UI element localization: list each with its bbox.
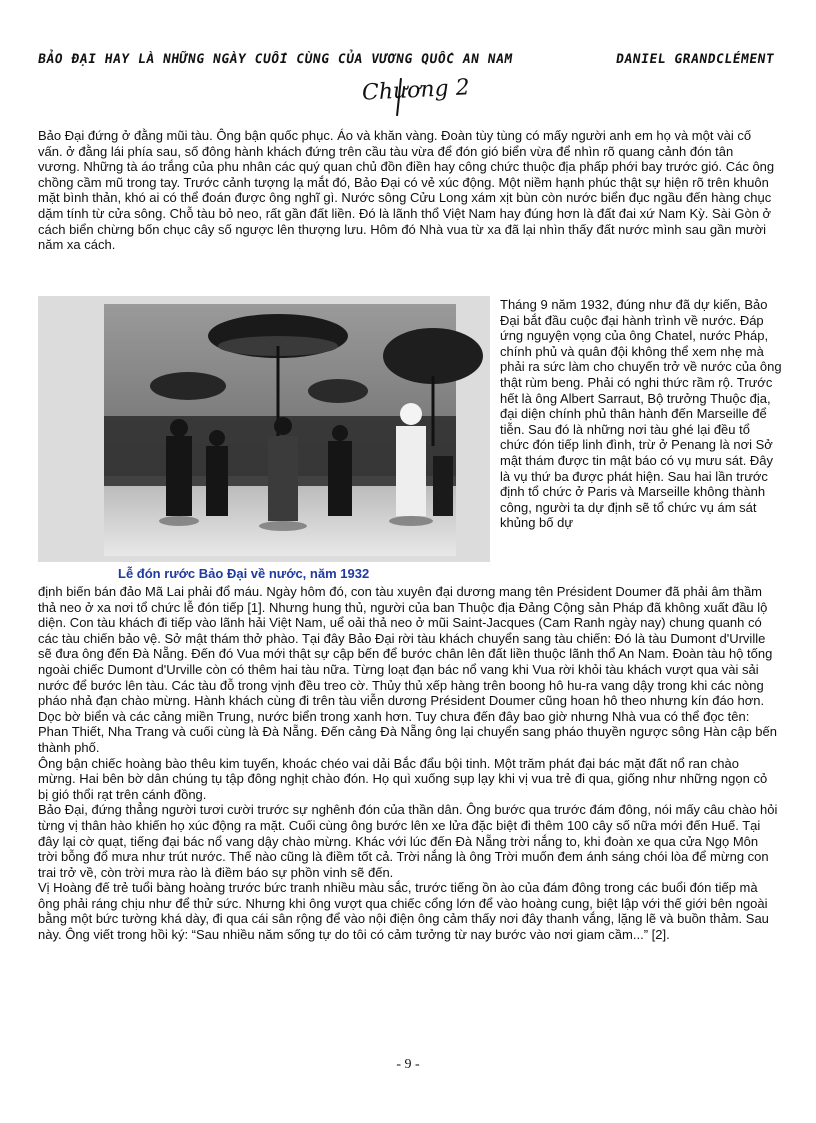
- body-continuation: [38, 584, 780, 943]
- paragraph-side-column: Tháng 9 năm 1932, đúng như đã dự kiến, Bảo Đại bắt đầu cuộc đại hành trình về nước. Đáp ứng nguyện vọng của ông Chatel, nước Pháp, chính phủ và quân đội không thể xem nhẹ mà phải ra sức làm cho chuyến trở về nước của ông thật rùm beng. Phải có nghi thức rầm rộ. Trước hết là ông Albert Sarraut, Bộ trưởng Thuộc địa, đại diện chính phủ thân hành đến Marseille để tiễn. Sau đó là những nơi tàu ghé lại đều tổ chức đón tiếp linh đình, trừ ở Penang là nơi Sở mật thám được tin mật báo có vụ mưu sát. Đây là vụ thứ ba được phát hiện. Sau hai lần trước định tổ chức ở Paris và Marseille không thành công, người ta dự định sẽ tổ chức vụ ám sát khủng bố dự: [500, 297, 782, 531]
- photo-caption: Lễ đón rước Bảo Đại về nước, năm 1932: [118, 566, 370, 581]
- running-header-title: BẢO ĐẠI HAY LÀ NHỮNG NGÀY CUỐI CÙNG CỦA VƯƠNG QUỐC AN NAM: [36, 52, 514, 67]
- page-number: - 9 -: [396, 1057, 420, 1072]
- paragraph-continued: định biến bán đảo Mã Lai phải đổ máu. Ngày hôm đó, con tàu xuyên đại dương mang tên Président Doumer đã phải âm thầm thả neo ở xa nơi tổ chức lễ đón tiếp [1]. Nhưng hung thủ, người của ban Thuộc địa Đảng Cộng sản Pháp đã không xuất đầu lộ diện. Con tàu khách đi tiếp vào lãnh hải Việt Nam, uể oải thả neo ở mũi Saint-Jacques (Cam Ranh ngày nay) chung quanh có các tàu chiến bảo vệ. Sở mật thám thở phào. Tại đây Bảo Đại rời tàu khách chuyển sang tàu chiến: Đó là tàu Dumont d'Urville sẽ đưa ông đến Đà Nẵng. Đến đó Vua mới thật sự cập bến để bước chân lên đất liền thuộc lãnh thổ An Nam. Đoàn tàu hộ tống ngoài chiếc Dumont d'Urville còn có thêm hai tàu nữa. Từng loạt đạn bác nổ vang khi Vua rời khỏi tàu khách vượt qua vài sải nước để bước lên tàu. Các tàu đỗ trong vịnh đều treo cờ. Thủy thủ xếp hàng trên boong hô hu-ra vang dậy trong khi các nòng pháo nhả đạn chào mừng. Hành khách cùng đi trên tàu viễn dương Président Doumer cũng hoan hô theo nhưng kín đáo hơn.: [38, 584, 773, 709]
- paragraph-arrival-hue: Bảo Đại, đứng thẳng người tươi cười trước sự nghênh đón của thần dân. Ông bước qua trước đám đông, nói mấy câu chào hỏi từng vị thân hào khiến họ xúc động ra mặt. Cuối cùng ông bước lên xe lửa đặc biệt đi thêm 100 cây số nữa mới đến Huế. Tại đây lại cờ quạt, tiếng đại bác nổ vang dậy chào mừng. Khác với lúc đến Đà Nẵng trời nắng to, khi đoàn xe qua cửa Ngọ Môn trời bỗng đổ mưa như trút nước. Thế nào cũng là điềm tốt cả. Trời nắng là ông Trời muốn đem ánh sáng chói lòa để mừng con trai trở về, còn trời mưa rào là điềm báo sự phồn vinh sẽ đến.: [38, 802, 778, 880]
- paragraph-opening: Bảo Đại đứng ở đằng mũi tàu. Ông bận quốc phục. Áo và khăn vàng. Đoàn tùy tùng có mấy người anh em họ và một vài cố vấn. ở đằng lái phía sau, số đông hành khách đứng trên cầu tàu vừa để đón gió biển vừa để nhìn rõ quang cảnh đón tân vương. Những tà áo trắng của phu nhân các quý quan chủ đồn điền hay công chức thuộc địa phấp phới bay trước gió. Các ông chồng cầm mũ trong tay. Trước cảnh tượng lạ mắt đó, Bảo Đại có vẻ xúc động. Một niềm hạnh phúc thật sự hiện rõ trên khuôn mặt bình thản, khó ai có thể đoán được ông nghĩ gì. Nước sông Cửu Long xám xịt bùn còn nước biển đục ngầu đến hàng chục dặm tính từ cửa sông. Chỗ tàu bỏ neo, rất gần đất liền. Đó là lãnh thổ Việt Nam hay đúng hơn là đất đai xứ Nam Kỳ. Sài Gòn ở cách biển chừng bốn chục cây số ngược lên thượng lưu. Hôm đó Nhà vua từ xa đã lại nhìn thấy đất nước mình sau gần mười năm xa cách.: [38, 128, 775, 253]
- paragraph-coast: Dọc bờ biển và các cảng miền Trung, nước biển trong xanh hơn. Tuy chưa đến đây bao giờ nhưng Nhà vua có thể đọc tên: Phan Thiết, Nha Trang và cuối cùng là Đà Nẵng. Đến cảng Đà Nẵng ông lại chuyển sang pháo thuyền ngược sông Hàn cập bến thành phố.: [38, 708, 777, 755]
- paragraph-palace: Vị Hoàng đế trẻ tuổi bàng hoàng trước bức tranh nhiều màu sắc, trước tiếng ồn ào của đám đông trong các buổi đón tiếp mà ông phải ráng chịu như để thử sức. Nhưng khi ông vượt qua chiếc cổng lớn để vào hoàng cung, biệt lập với thế giới bên ngoài bằng một bức tường khá dày, đi qua cái sân rộng để vào nội điện ông cảm thấy nơi đây thanh vắng, lặng lẽ và buồn thảm. Sau này. Ông viết trong hồi ký: “Sau nhiều năm sống tự do tôi có cảm tưởng từ nay bước vào nơi giam cầm...” [2].: [38, 880, 769, 943]
- ceremony-photo: [38, 296, 490, 562]
- paragraph-robe: Ông bận chiếc hoàng bào thêu kim tuyến, khoác chéo vai dải Bắc đẩu bội tinh. Một trăm phát đại bác mặt đất nổ ran chào mừng. Hai bên bờ dân chúng tụ tập đông nghịt chào đón. Họ quì xuống sụp lạy khi vị vua trẻ đi qua, giống như những ngọn cỏ bị gió thổi rạt trên cánh đồng.: [38, 755, 768, 802]
- running-header-author: DANIEL GRANDCLÉMENT: [614, 52, 776, 67]
- chapter-heading: Chương 2: [361, 75, 471, 106]
